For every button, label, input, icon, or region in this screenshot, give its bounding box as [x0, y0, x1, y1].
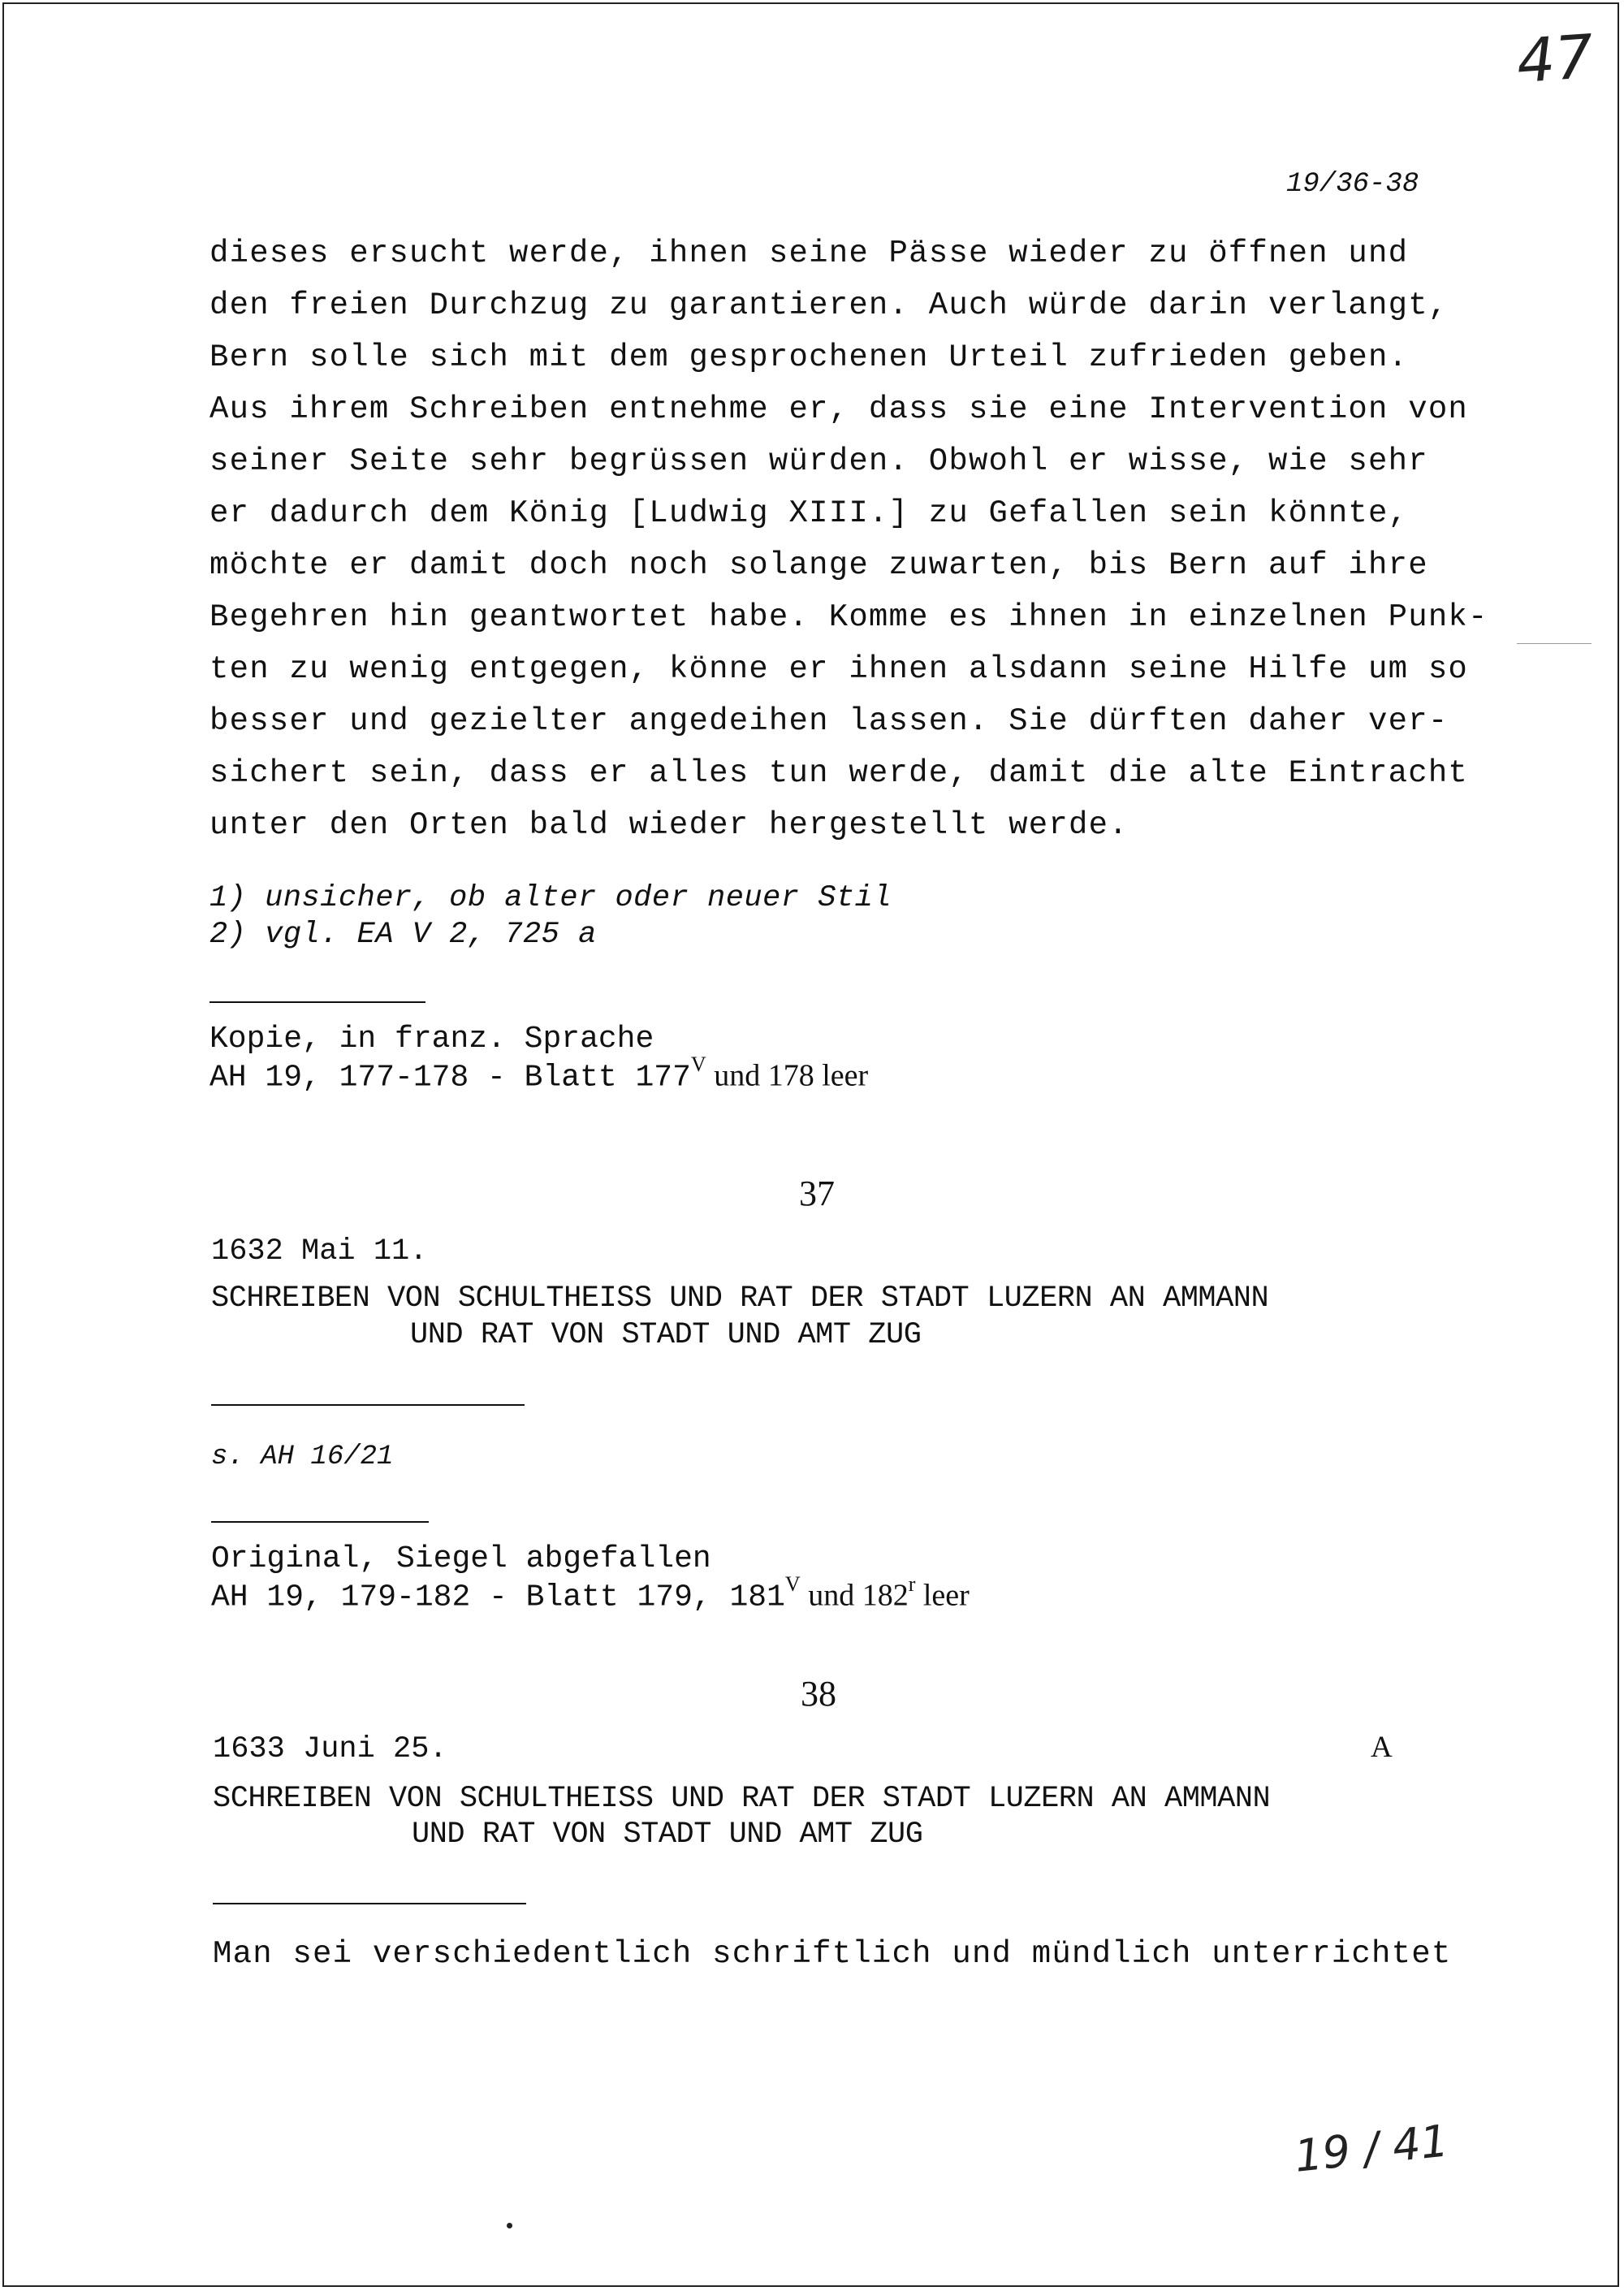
- superscript: V: [784, 1572, 801, 1596]
- superscript: r: [908, 1572, 916, 1596]
- document-title-line: UND RAT VON STADT UND AMT ZUG: [412, 1818, 923, 1852]
- document-date: 1633 Juni 25.: [213, 1732, 447, 1766]
- footnote: 1) unsicher, ob alter oder neuer Stil: [209, 881, 892, 915]
- footnote: 2) vgl. EA V 2, 725 a: [209, 918, 597, 952]
- provenance-folio-rest: und 178 leer: [706, 1058, 869, 1093]
- body-line: Man sei verschiedentlich schriftlich und mündlich unterrichtet: [213, 1936, 1452, 1972]
- body-line: ten zu wenig entgegen, könne er ihnen alsdann seine Hilfe um so: [209, 651, 1469, 687]
- body-line: Bern solle sich mit dem gesprochenen Urteil zufrieden geben.: [209, 339, 1409, 375]
- document-marker: A: [1371, 1731, 1393, 1764]
- provenance-folio: AH 19, 179-182 - Blatt 179, 181: [211, 1580, 785, 1615]
- superscript: V: [690, 1053, 706, 1076]
- provenance-line: [211, 1541, 711, 1576]
- body-line: unter den Orten bald wieder hergestellt werde.: [209, 807, 1129, 843]
- body-line: sichert sein, dass er alles tun werde, damit die alte Eintracht: [209, 755, 1469, 791]
- section-rule: [209, 1001, 425, 1003]
- provenance-copy-kind: Kopie, in franz. Sprache: [209, 1022, 654, 1057]
- section-rule: [213, 1903, 526, 1904]
- ink-dot: [507, 2223, 512, 2228]
- header-reference: 19/36-38: [1286, 169, 1419, 200]
- document-title-line: SCHREIBEN VON SCHULTHEISS UND RAT DER STADT LUZERN AN AMMANN: [213, 1782, 1271, 1816]
- document-date: 1632 Mai 11.: [211, 1234, 428, 1269]
- body-line: Begehren hin geantwortet habe. Komme es ihnen in einzelnen Punk-: [209, 599, 1488, 635]
- provenance-folio: AH 19, 177-178 - Blatt 177: [209, 1060, 691, 1096]
- document-title-line: UND RAT VON STADT UND AMT ZUG: [410, 1318, 922, 1352]
- body-line: den freien Durchzug zu garantieren. Auch würde darin verlangt,: [209, 287, 1449, 323]
- section-rule: [211, 1404, 525, 1406]
- body-line: er dadurch dem König [Ludwig XIII.] zu Gefallen sein könnte,: [209, 495, 1409, 531]
- document-number: 38: [801, 1674, 836, 1714]
- provenance-folio-rest: und 182: [800, 1578, 909, 1613]
- provenance-copy-kind: Original, Siegel abgefallen: [211, 1541, 711, 1576]
- provenance-line: [209, 1053, 869, 1096]
- section-rule: [211, 1521, 429, 1523]
- handwritten-archive-mark: 19 / 41: [1292, 2115, 1451, 2182]
- body-line: seiner Seite sehr begrüssen würden. Obwohl er wisse, wie sehr: [209, 443, 1428, 479]
- margin-mark: [1517, 643, 1592, 644]
- body-line: besser und gezielter angedeihen lassen. Sie dürften daher ver-: [209, 703, 1449, 739]
- document-number: 37: [799, 1174, 835, 1213]
- document-title-line: SCHREIBEN VON SCHULTHEISS UND RAT DER STADT LUZERN AN AMMANN: [211, 1282, 1269, 1316]
- handwritten-page-number: 47: [1514, 21, 1596, 97]
- provenance-folio-rest: leer: [915, 1578, 970, 1613]
- body-line: dieses ersucht werde, ihnen seine Pässe wieder zu öffnen und: [209, 236, 1409, 271]
- cross-reference: s. AH 16/21: [211, 1442, 394, 1472]
- provenance-line: [211, 1572, 970, 1615]
- body-line: Aus ihrem Schreiben entnehme er, dass sie eine Intervention von: [209, 391, 1469, 427]
- provenance-line: [209, 1022, 654, 1057]
- body-line: möchte er damit doch noch solange zuwarten, bis Bern auf ihre: [209, 547, 1428, 583]
